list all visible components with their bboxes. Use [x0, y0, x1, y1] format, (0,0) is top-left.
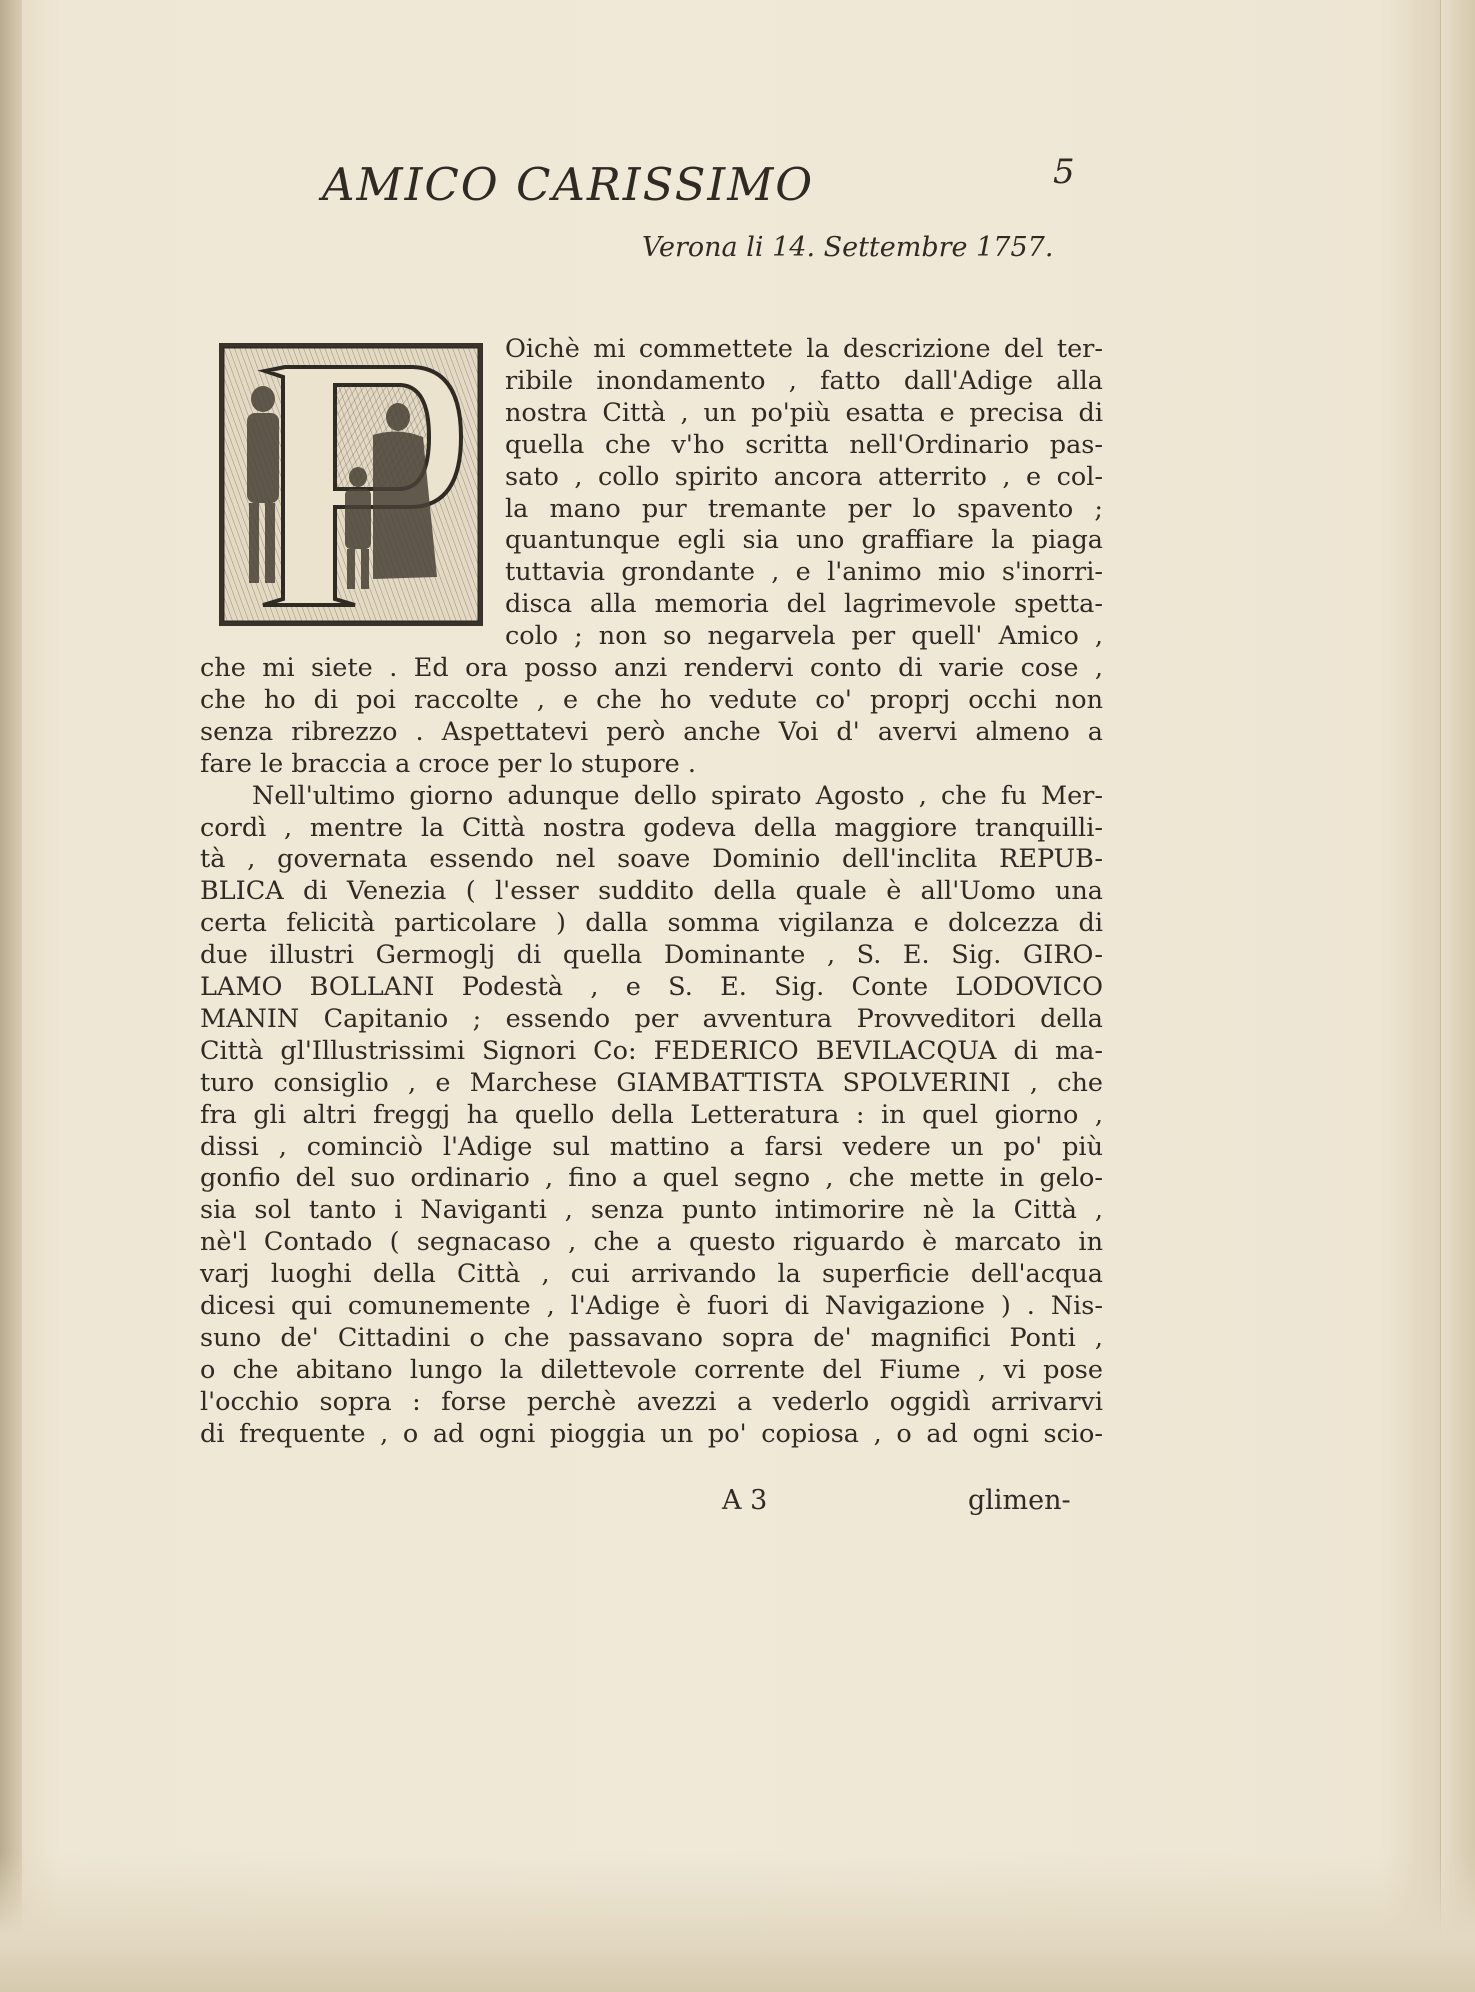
catchword: glimen-	[968, 1485, 1071, 1516]
text-line: sato , collo spirito ancora atterrito , e col-	[505, 461, 1103, 492]
text-line: due illustri Germoglj di quella Dominante , S. E. Sig. GIRO-	[200, 940, 1103, 971]
page-number: 5	[1053, 152, 1075, 192]
text-line: ribile inondamento , fatto dall'Adige alla	[505, 365, 1103, 396]
text-line: BLICA di Venezia ( l'esser suddito della quale è all'Uomo una	[200, 876, 1103, 907]
text-line: gonfio del suo ordinario , fino a quel segno , che mette in gelo-	[200, 1163, 1103, 1194]
text-line: tà , governata essendo nel soave Dominio dell'inclita REPUB-	[200, 844, 1103, 875]
text-line: disca alla memoria del lagrimevole spetta-	[505, 589, 1103, 620]
text-line: nè'l Contado ( segnacaso , che a questo riguardo è marcato in	[200, 1227, 1103, 1258]
text-line: Nell'ultimo giorno adunque dello spirato Agosto , che fu Mer-	[252, 780, 1103, 811]
text-line: LAMO BOLLANI Podestà , e S. E. Sig. Conte LODOVICO	[200, 972, 1103, 1002]
text-line: senza ribrezzo . Aspettatevi però anche Voi d' avervi almeno a	[200, 716, 1103, 747]
text-line: o che abitano lungo la dilettevole corrente del Fiume , vi pose	[200, 1354, 1103, 1385]
text-line: quantunque egli sia uno graffiare la piaga	[505, 525, 1103, 556]
page-fore-edge	[1440, 0, 1475, 1992]
text-line: MANIN Capitanio ; essendo per avventura Provveditori della	[200, 1003, 1103, 1034]
text-line: colo ; non so negarvela per quell' Amico ,	[505, 621, 1103, 652]
text-line: turo consiglio , e Marchese GIAMBATTISTA SPOLVERINI , che	[200, 1067, 1103, 1098]
text-line: che ho di poi raccolte , e che ho vedute co' proprj occhi non	[200, 684, 1103, 715]
text-line: Oichè mi commettete la descrizione del ter-	[505, 334, 1103, 364]
text-line: la mano pur tremante per lo spavento ;	[505, 493, 1103, 524]
signature-mark: A 3	[722, 1485, 768, 1516]
text-line: Città gl'Illustrissimi Signori Co: FEDERICO BEVILACQUA di ma-	[200, 1035, 1103, 1066]
text-line: dicesi qui comunemente , l'Adige è fuori di Navigazione ) . Nis-	[200, 1291, 1103, 1321]
text-line: sia sol tanto i Naviganti , senza punto intimorire nè la Città ,	[200, 1195, 1103, 1226]
page-heading: AMICO CARISSIMO	[322, 158, 815, 211]
text-line: fra gli altri freggj ha quello della Letteratura : in quel giorno ,	[200, 1099, 1103, 1130]
decorated-initial-woodcut	[219, 343, 483, 626]
text-line: dissi , cominciò l'Adige sul mattino a farsi vedere un po' più	[200, 1131, 1103, 1162]
text-line: tuttavia grondante , e l'animo mio s'inorri-	[505, 557, 1103, 588]
text-line: che mi siete . Ed ora posso anzi rendervi conto di varie cose ,	[200, 653, 1103, 683]
text-line: l'occhio sopra : forse perchè avezzi a vederlo oggidì arrivarvi	[200, 1386, 1103, 1417]
page-binding-edge	[0, 0, 22, 1992]
page-bottom-shadow	[0, 1852, 1475, 1992]
text-line: nostra Città , un po'più esatta e precisa di	[505, 397, 1103, 428]
dateline: Verona li 14. Settembre 1757.	[642, 232, 1054, 263]
text-line: cordì , mentre la Città nostra godeva della maggiore tranquilli-	[200, 812, 1103, 843]
initial-letter-image	[223, 347, 479, 622]
text-line: di frequente , o ad ogni pioggia un po' copiosa , o ad ogni scio-	[200, 1418, 1103, 1449]
text-line: varj luoghi della Città , cui arrivando la superficie dell'acqua	[200, 1259, 1103, 1290]
text-line: fare le braccia a croce per lo stupore .	[200, 748, 696, 779]
text-line: quella che v'ho scritta nell'Ordinario pas-	[505, 429, 1103, 460]
text-line: suno de' Cittadini o che passavano sopra de' magnifici Ponti ,	[200, 1322, 1103, 1353]
text-line: certa felicità particolare ) dalla somma vigilanza e dolcezza di	[200, 908, 1103, 939]
